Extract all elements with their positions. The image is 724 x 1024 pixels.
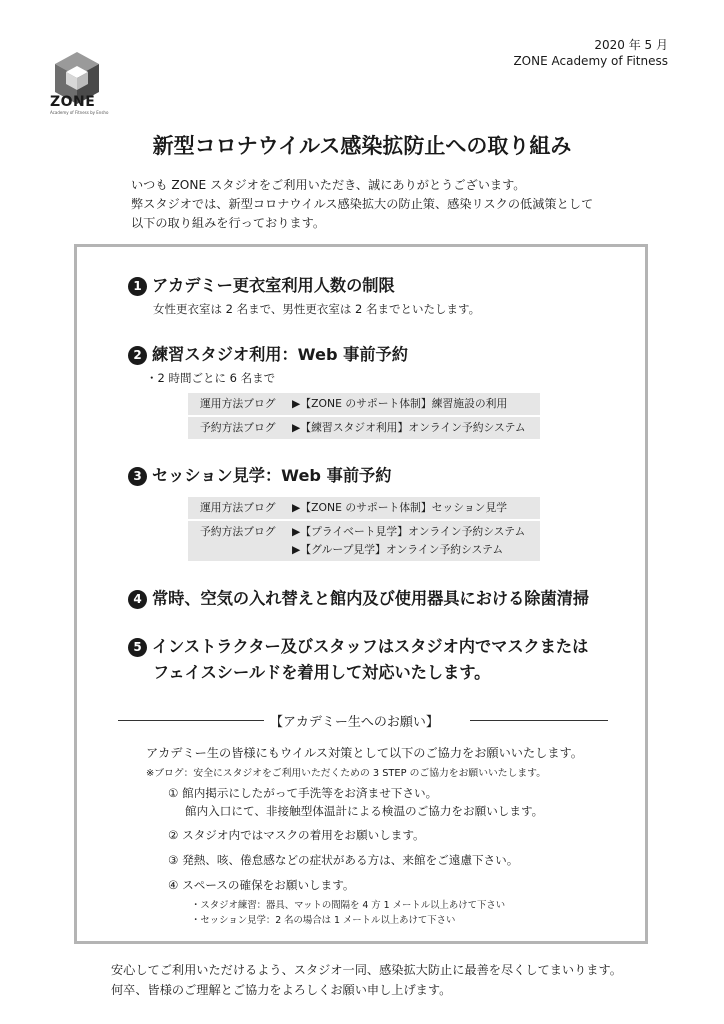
closing-message <box>111 960 622 1000</box>
section-1-note: 女性更衣室は 2 名まで、男性更衣室は 2 名までといたします。 <box>153 302 481 316</box>
section-4-title: 常時、空気の入れ替えと館内及び使用器具における除菌清掃 <box>152 589 590 608</box>
closing-line: 何卒、皆様のご理解とご協力をよろしくお願い申し上げます。 <box>111 983 452 997</box>
closing-line: 安心してご利用いただけるよう、スタジオ一同、感染拡大防止に最善を尽くしてまいります。 <box>111 963 622 977</box>
section-2-title: 練習スタジオ利用：Web 事前予約 <box>152 345 408 364</box>
request-text: 館内入口にて、非接触型体温計による検温のご協力をお願いします。 <box>185 804 544 818</box>
request-item <box>168 852 518 868</box>
section-2-note: ・2 時間ごとに 6 名まで <box>146 371 276 385</box>
section-5-title-line: インストラクター及びスタッフはスタジオ内でマスクまたは <box>152 637 589 656</box>
intro-line: 以下の取り組みを行っております。 <box>131 216 326 230</box>
request-item <box>168 827 425 843</box>
request-sub-note: ・セッション見学：2 名の場合は 1 メートル以上あけて下さい <box>191 915 456 926</box>
blog-link[interactable]: ▶【プライベート見学】オンライン予約システム <box>292 525 526 538</box>
blog-link[interactable]: ▶【練習スタジオ利用】オンライン予約システム <box>292 421 526 434</box>
section-5-title-line: フェイスシールドを着用して対応いたします。 <box>153 663 491 682</box>
request-text: 館内掲示にしたがって手洗等をお済ませ下さい。 <box>182 786 438 800</box>
blog-link-row[interactable] <box>188 417 540 439</box>
request-text: 発熱、咳、倦怠感などの症状がある方は、来館をご遠慮下さい。 <box>182 853 519 867</box>
blog-link-label: 予約方法ブログ <box>200 525 276 538</box>
blog-link-label: 運用方法ブログ <box>200 501 276 514</box>
request-text: スペースの確保をお願いします。 <box>182 878 355 892</box>
section-1-heading <box>128 272 395 296</box>
organization-name: ZONE Academy of Fitness <box>513 54 668 68</box>
intro-line: 弊スタジオでは、新型コロナウイルス感染拡大の防止策、感染リスクの低減策として <box>131 197 594 211</box>
request-item <box>168 785 437 801</box>
blog-link[interactable]: ▶【ZONE のサポート体制】練習施設の利用 <box>292 397 508 410</box>
section-number-badge: 3 <box>128 467 147 486</box>
blog-link-row[interactable] <box>188 521 540 561</box>
section-number-badge: 5 <box>128 638 147 657</box>
section-1-title: アカデミー更衣室利用人数の制限 <box>152 276 395 295</box>
logo-text: ZONE <box>50 94 96 110</box>
request-sub-note: ・スタジオ練習：器具、マットの間隔を 4 方 1 メートル以上あけて下さい <box>191 900 506 911</box>
request-mark: ② <box>168 828 179 842</box>
request-item <box>168 877 355 893</box>
section-3-title: セッション見学：Web 事前予約 <box>152 466 392 485</box>
section-3-heading <box>128 462 391 486</box>
blog-link[interactable]: ▶【グループ見学】オンライン予約システム <box>292 543 504 556</box>
section-number-badge: 1 <box>128 277 147 296</box>
request-text: スタジオ内ではマスクの着用をお願いします。 <box>182 828 425 842</box>
section-number-badge: 2 <box>128 346 147 365</box>
document-date: 2020 年 5 月 <box>594 38 668 52</box>
request-mark: ③ <box>168 853 179 867</box>
divider <box>118 720 264 721</box>
request-heading: 【アカデミー生へのお願い】 <box>270 715 439 730</box>
section-2-heading <box>128 341 408 365</box>
section-5-heading <box>128 633 588 657</box>
logo-subtext: Academy of Fitness by Ensho <box>50 110 109 115</box>
blog-link-label: 予約方法ブログ <box>200 421 276 434</box>
request-mark: ① <box>168 786 179 800</box>
intro-paragraph <box>131 176 611 233</box>
blog-link[interactable]: ▶【ZONE のサポート体制】セッション見学 <box>292 501 508 514</box>
request-note: ※ブログ：安全にスタジオをご利用いただくための 3 STEP のご協力をお願いいたします。 <box>146 768 546 779</box>
blog-link-row[interactable] <box>188 393 540 415</box>
request-lead: アカデミー生の皆様にもウイルス対策として以下のご協力をお願いいたします。 <box>146 746 583 760</box>
request-mark: ④ <box>168 878 179 892</box>
section-number-badge: 4 <box>128 590 147 609</box>
divider <box>470 720 608 721</box>
blog-link-label: 運用方法ブログ <box>200 397 276 410</box>
page-title: 新型コロナウイルス感染拡防止への取り組み <box>152 134 572 158</box>
intro-line: いつも ZONE スタジオをご利用いただき、誠にありがとうございます。 <box>131 178 526 192</box>
blog-link-row[interactable] <box>188 497 540 519</box>
section-4-heading <box>128 585 589 609</box>
